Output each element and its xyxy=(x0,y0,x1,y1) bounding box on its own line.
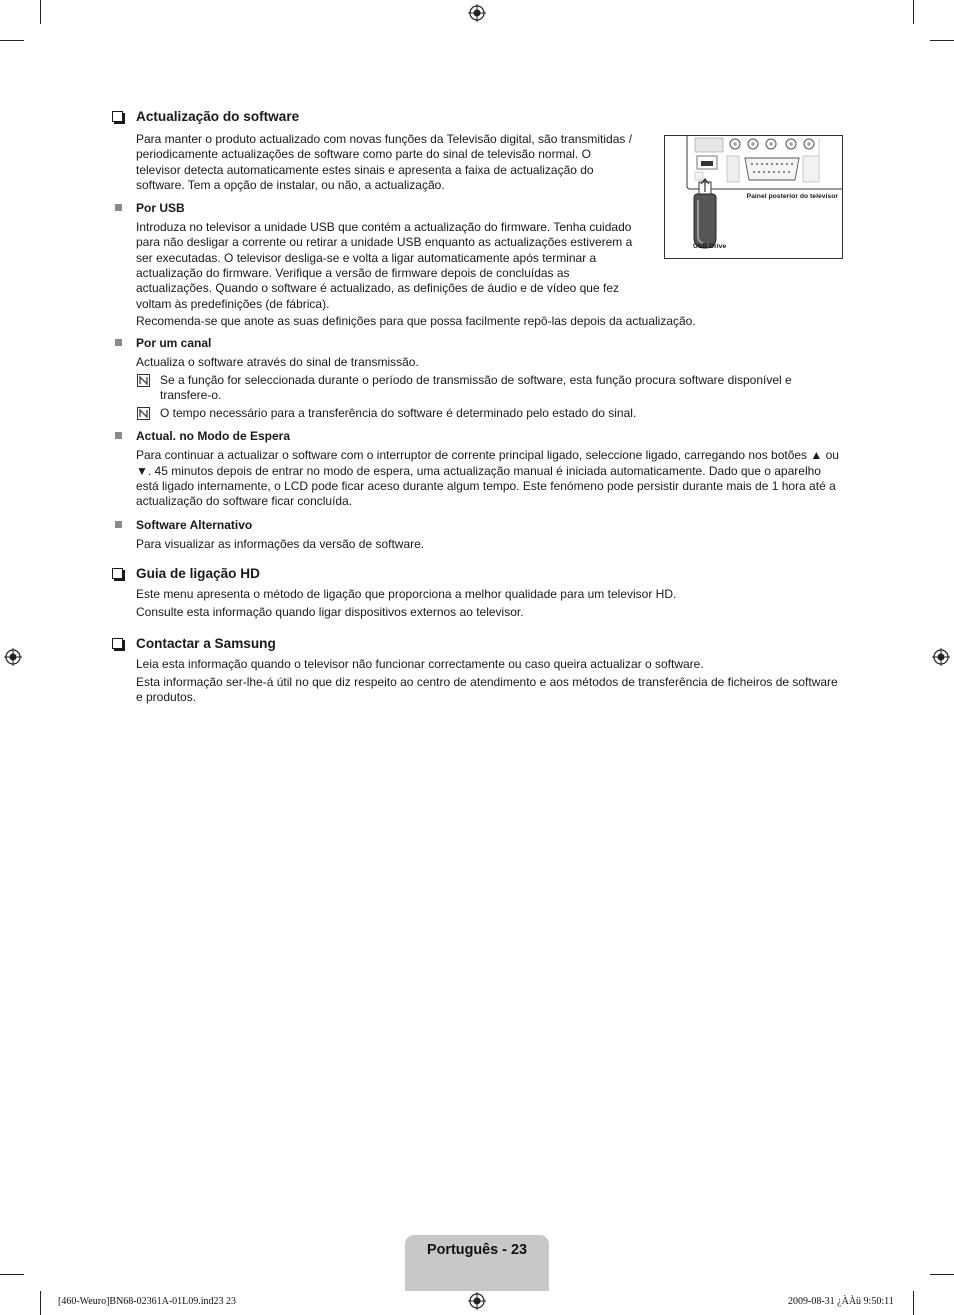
canal-paragraph: Actualiza o software através do sinal de transmissão. xyxy=(136,355,419,370)
contact-line: Leia esta informação quando o televisor não funcionar correctamente ou caso queira actualizar o software. xyxy=(136,656,704,671)
alternative-paragraph: Para visualizar as informações da versão de software. xyxy=(136,536,425,551)
crop-mark xyxy=(40,1291,41,1315)
panel-label: Painel posterior do televisor xyxy=(746,193,838,200)
standby-paragraph: Para continuar a actualizar o software com o interruptor de corrente principal ligado, seleccione ligado, carregando nos botões ▲ ou ▼. 45 minutos depois de entrar no modo de espera, uma actualização manual é iniciada automaticamente. Dado que o aparelho está ligado internamente, o LCD pode ficar aceso durante algum tempo. Este fenómeno pode persistir durante mais de 1 hora até a actualização do software ficar concluída. xyxy=(136,448,839,509)
guia-line: Este menu apresenta o método de ligação que proporciona a melhor qualidade para um televisor HD. xyxy=(136,586,677,601)
usb-drive-label: USB Drive xyxy=(693,243,727,250)
crop-mark xyxy=(913,1291,914,1315)
note: O tempo necessário para a transferência do software é determinado pelo estado do sinal. xyxy=(112,406,844,421)
note-icon xyxy=(137,407,150,420)
guia-line: Consulte esta informação quando ligar dispositivos externos ao televisor. xyxy=(136,605,524,620)
square-bullet-icon xyxy=(115,432,122,439)
note-icon xyxy=(137,374,150,387)
usb-paragraph: Introduza no televisor a unidade USB que contém a actualização do firmware. Tenha cuidado para não desligar a corrente ou retirar a unidade USB enquanto as actualizações estiverem a ser executadas. O televisor desliga-se e volta a ligar automaticamente após terminar a actualização do firmware. Verifique a versão de firmware depois de concluídas as actualizações. Quando o software é actualizado, as definições de áudio e de vídeo que fez voltam às predefinições (de fábrica). xyxy=(136,220,633,311)
section-heading: Guia de ligação HD xyxy=(112,565,844,583)
crop-mark xyxy=(0,40,24,41)
footer-file-slug: [460-Weuro]BN68-02361A-01L09.ind23 23 xyxy=(58,1296,237,1307)
subsection-heading: Actual. no Modo de Espera xyxy=(112,428,844,444)
registration-mark-icon xyxy=(468,4,486,22)
crop-mark xyxy=(930,40,954,41)
square-bullet-icon xyxy=(115,204,122,211)
checkbox-icon xyxy=(112,111,123,122)
crop-mark xyxy=(930,1274,954,1275)
subsection-heading: Software Alternativo xyxy=(112,517,844,533)
square-bullet-icon xyxy=(115,521,122,528)
contact-line: Esta informação ser-lhe-á útil no que diz respeito ao centro de atendimento e aos métodos de transferência de ficheiros de software e produtos. xyxy=(136,674,838,705)
square-bullet-icon xyxy=(115,339,122,346)
registration-mark-icon xyxy=(932,648,950,666)
intro-paragraph: Para manter o produto actualizado com novas funções da Televisão digital, são transmitidas / periodicamente actualizações de software como parte do sinal de televisão normal. O televisor detecta automaticamente estes sinais e apresenta a faixa de actualização do software. Tem a opção de instalar, ou não, a actualização. xyxy=(136,132,633,192)
section-heading: Contactar a Samsung xyxy=(112,635,844,653)
crop-mark xyxy=(0,1274,24,1275)
section-heading: Actualização do software xyxy=(112,108,844,126)
page-content xyxy=(112,108,844,705)
page-number: Português - 23 xyxy=(427,1242,527,1258)
subsection-heading: Por um canal xyxy=(112,335,844,351)
checkbox-icon xyxy=(112,568,123,579)
registration-mark-icon xyxy=(4,648,22,666)
note: Se a função for seleccionada durante o período de transmissão de software, esta função procura software disponível e transfere-o. xyxy=(112,373,844,404)
usb-recommendation: Recomenda-se que anote as suas definições para que possa facilmente repô-las depois da actualização. xyxy=(136,313,696,328)
checkbox-icon xyxy=(112,638,123,649)
subsection-heading: Por USB xyxy=(112,200,844,216)
page-number-tab xyxy=(405,1235,549,1291)
crop-mark xyxy=(40,0,41,24)
crop-mark xyxy=(913,0,914,24)
footer-timestamp: 2009-08-31 ¿ÀÀü 9:50:11 xyxy=(788,1296,894,1307)
registration-mark-icon xyxy=(468,1292,486,1310)
